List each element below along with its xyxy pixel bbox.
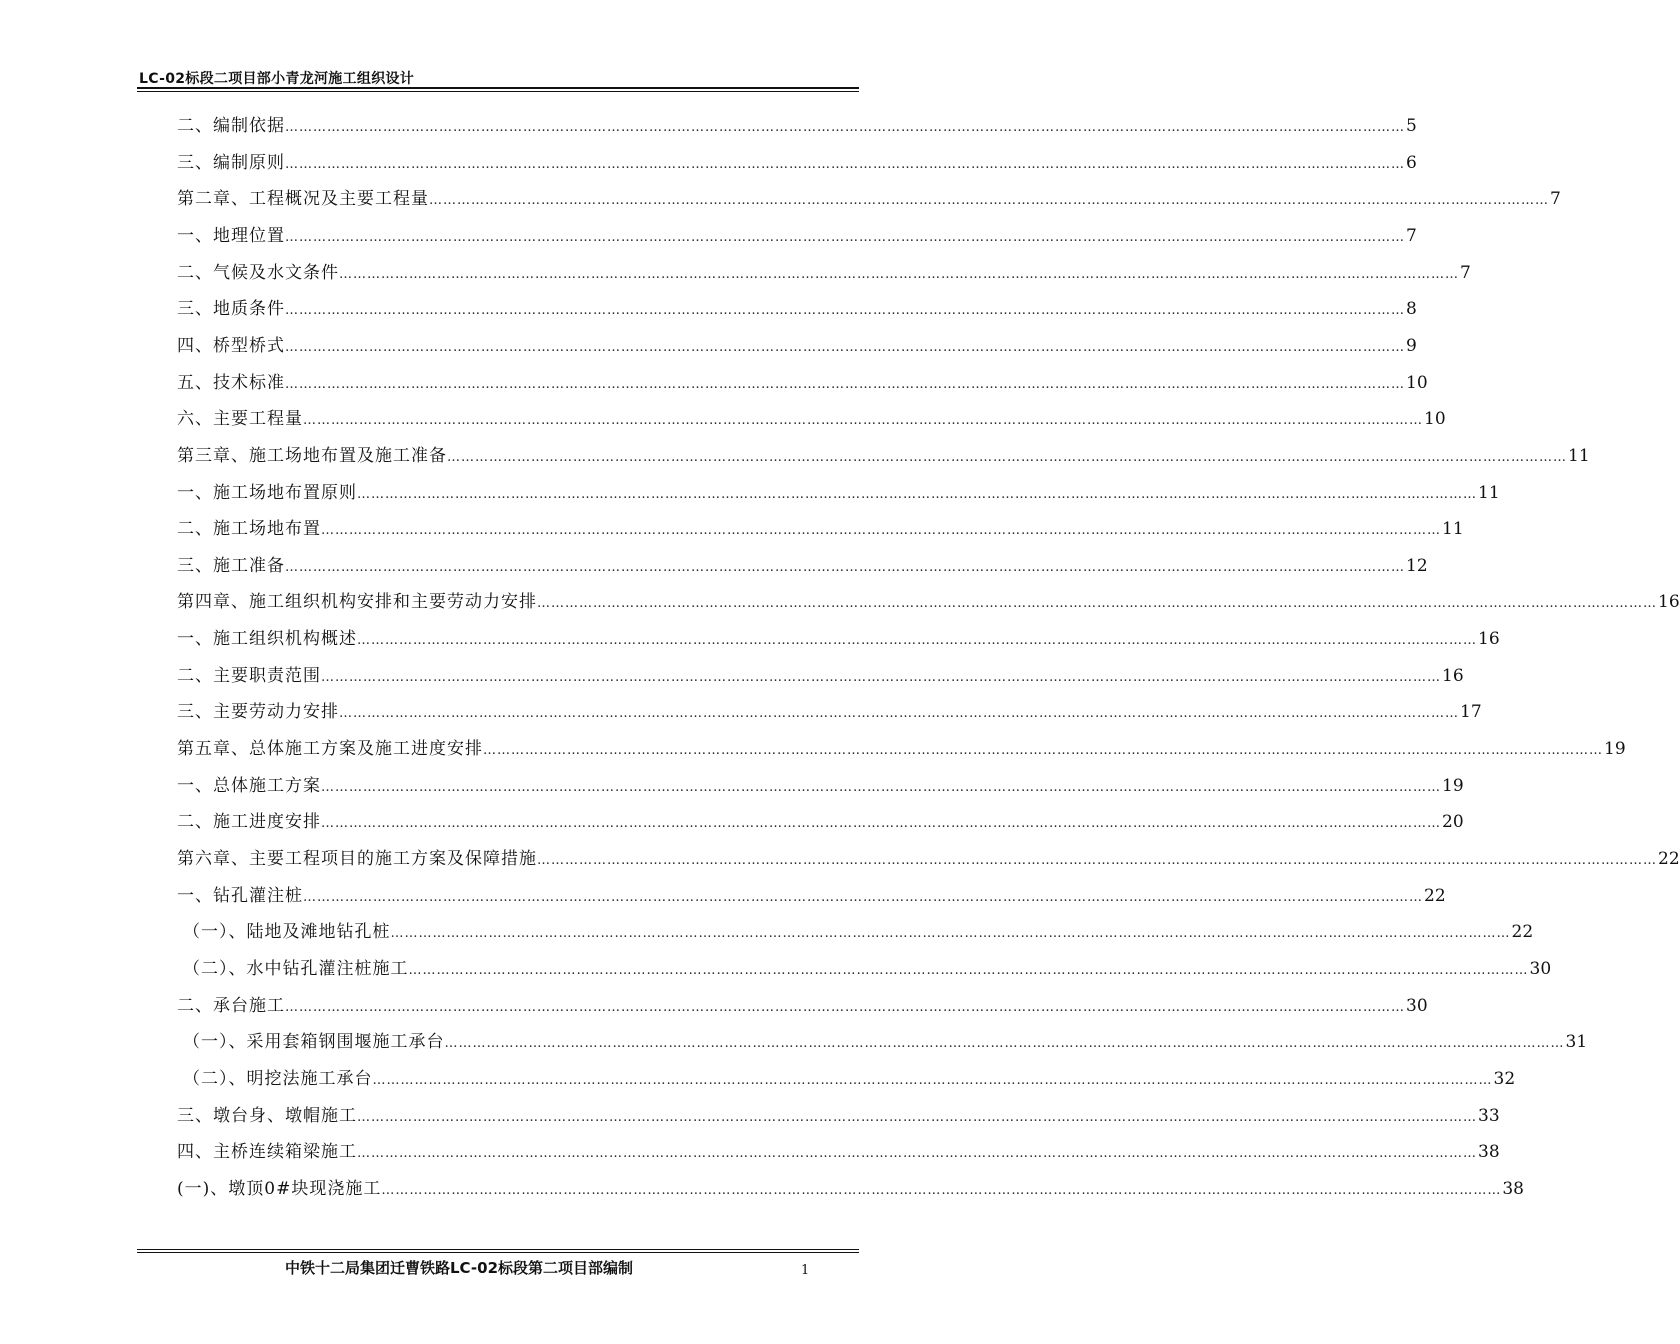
toc-entry-title: 第三章、施工场地布置及施工准备	[177, 445, 447, 466]
toc-entry	[177, 884, 1446, 908]
toc-entry	[183, 1067, 1516, 1091]
toc-entry	[177, 627, 1500, 651]
toc-entry-title: 三、施工准备	[177, 555, 285, 576]
toc-entry-title: 一、施工场地布置原则	[177, 482, 357, 503]
toc-entry	[177, 224, 1417, 248]
toc-entry	[177, 261, 1471, 285]
toc-leader-dots: ……………………………………………………………………………………………………………………………………………………………………………………………………………………	[303, 889, 1423, 905]
toc-leader-dots: ……………………………………………………………………………………………………………………………………………………………………………………………………………………	[372, 1072, 1493, 1088]
toc-entry	[183, 920, 1534, 944]
toc-entry	[177, 114, 1417, 138]
toc-leader-dots: ……………………………………………………………………………………………………………………………………………………………………………………………………………………	[537, 596, 1657, 612]
toc-entry-title: (一)、墩顶0#块现浇施工	[177, 1178, 382, 1199]
toc-entry-page: 33	[1478, 1105, 1500, 1126]
toc-entry-page: 22	[1511, 922, 1534, 943]
toc-entry-page: 6	[1406, 152, 1417, 173]
toc-entry	[177, 1104, 1500, 1128]
toc-leader-dots: ……………………………………………………………………………………………………………………………………………………………………………………………………………………	[285, 559, 1405, 575]
toc-entry	[177, 994, 1428, 1018]
toc-leader-dots: ……………………………………………………………………………………………………………………………………………………………………………………………………………………	[381, 1182, 1502, 1198]
toc-entry-title: 六、主要工程量	[177, 409, 303, 430]
toc-leader-dots: ……………………………………………………………………………………………………………………………………………………………………………………………………………………	[537, 853, 1657, 868]
toc-entry-page: 9	[1406, 335, 1417, 356]
toc-entry-title: 一、地理位置	[177, 225, 285, 246]
toc-entry-title: 三、主要劳动力安排	[177, 702, 339, 723]
toc-leader-dots: ……………………………………………………………………………………………………………………………………………………………………………………………………………………	[285, 156, 1405, 172]
toc-leader-dots: ……………………………………………………………………………………………………………………………………………………………………………………………………………………	[303, 413, 1423, 429]
toc-entry	[177, 187, 1561, 211]
toc-leader-dots: ……………………………………………………………………………………………………………………………………………………………………………………………………………………	[285, 303, 1405, 319]
toc-entry-title: （二）、水中钻孔灌注桩施工	[183, 958, 409, 979]
toc-entry-title: 一、总体施工方案	[177, 775, 321, 796]
toc-entry-title: 二、主要职责范围	[177, 665, 321, 686]
toc-leader-dots: ……………………………………………………………………………………………………………………………………………………………………………………………………………………	[357, 633, 1477, 649]
toc-entry-title: 一、施工组织机构概述	[177, 629, 357, 650]
toc-leader-dots: ……………………………………………………………………………………………………………………………………………………………………………………………………………………	[390, 926, 1511, 942]
toc-entry-title: 第四章、施工组织机构安排和主要劳动力安排	[177, 592, 537, 613]
footer-text: 中铁十二局集团迁曹铁路LC-02标段第二项目部编制	[285, 1259, 634, 1277]
footer-divider-bottom	[137, 1252, 859, 1253]
toc-entry-title: 二、施工进度安排	[177, 812, 321, 833]
toc-leader-dots: ……………………………………………………………………………………………………………………………………………………………………………………………………………………	[321, 669, 1441, 685]
toc-leader-dots: ……………………………………………………………………………………………………………………………………………………………………………………………………………………	[285, 376, 1405, 392]
toc-entry	[177, 554, 1428, 578]
toc-entry-title: 一、钻孔灌注桩	[177, 885, 303, 906]
toc-entry-title: 二、编制依据	[177, 116, 285, 136]
toc-entry	[177, 737, 1626, 761]
toc-entry-page: 12	[1406, 555, 1428, 576]
toc-entry-title: （一）、陆地及滩地钻孔桩	[183, 922, 391, 943]
toc-leader-dots: ……………………………………………………………………………………………………………………………………………………………………………………………………………………	[339, 706, 1459, 722]
toc-entry-page: 19	[1442, 775, 1464, 796]
toc-leader-dots: ……………………………………………………………………………………………………………………………………………………………………………………………………………………	[429, 193, 1549, 209]
toc-entry	[183, 957, 1552, 981]
toc-entry	[177, 774, 1464, 798]
toc-entry-page: 16	[1442, 665, 1464, 686]
document-header-title: LC-02标段二项目部小青龙河施工组织设计	[139, 71, 415, 87]
toc-entry-page: 11	[1568, 445, 1590, 466]
toc-entry-title: 四、主桥连续箱梁施工	[177, 1142, 357, 1163]
toc-entry-title: 四、桥型桥式	[177, 335, 285, 356]
toc-entry-title: 三、地质条件	[177, 299, 285, 320]
toc-entry	[177, 590, 1680, 614]
toc-entry-page: 10	[1406, 372, 1428, 393]
toc-leader-dots: ……………………………………………………………………………………………………………………………………………………………………………………………………………………	[444, 1036, 1565, 1052]
toc-entry	[177, 444, 1590, 468]
toc-entry-page: 10	[1424, 409, 1446, 430]
toc-entry-title: 第五章、总体施工方案及施工进度安排	[177, 739, 483, 760]
toc-entry-page: 16	[1478, 629, 1500, 650]
toc-entry-title: 五、技术标准	[177, 372, 285, 393]
toc-entry-page: 16	[1658, 592, 1680, 613]
page-number: 1	[801, 1263, 810, 1278]
toc-leader-dots: ……………………………………………………………………………………………………………………………………………………………………………………………………………………	[483, 743, 1603, 759]
toc-entry	[177, 1177, 1524, 1201]
toc-entry-page: 38	[1502, 1178, 1524, 1199]
toc-entry-page: 19	[1604, 739, 1626, 760]
toc-entry-title: 二、承台施工	[177, 995, 285, 1016]
toc-leader-dots: ……………………………………………………………………………………………………………………………………………………………………………………………………………………	[285, 339, 1405, 355]
footer-divider-top	[137, 1249, 859, 1250]
toc-entry	[177, 481, 1500, 505]
toc-entry-title: 三、编制原则	[177, 152, 285, 173]
toc-leader-dots: ……………………………………………………………………………………………………………………………………………………………………………………………………………………	[285, 120, 1405, 135]
toc-entry	[177, 371, 1428, 395]
toc-entry-page: 17	[1460, 702, 1482, 723]
toc-entry-page: 32	[1493, 1068, 1516, 1089]
toc-entry-page: 11	[1442, 519, 1464, 540]
toc-leader-dots: ……………………………………………………………………………………………………………………………………………………………………………………………………………………	[357, 1109, 1477, 1125]
toc-leader-dots: ……………………………………………………………………………………………………………………………………………………………………………………………………………………	[321, 523, 1441, 539]
toc-entry	[177, 664, 1464, 688]
toc-entry-page: 7	[1550, 189, 1561, 210]
toc-entry-title: （二）、明挖法施工承台	[183, 1068, 373, 1089]
toc-entry-title: 二、气候及水文条件	[177, 262, 339, 283]
toc-entry-page: 7	[1460, 262, 1471, 283]
header-divider-thin	[137, 91, 859, 92]
toc-entry	[183, 1030, 1588, 1054]
toc-leader-dots: ……………………………………………………………………………………………………………………………………………………………………………………………………………………	[357, 1146, 1477, 1162]
toc-leader-dots: ……………………………………………………………………………………………………………………………………………………………………………………………………………………	[321, 779, 1441, 795]
toc-entry-page: 8	[1406, 299, 1417, 320]
toc-entry-page: 30	[1529, 958, 1552, 979]
toc-leader-dots: ……………………………………………………………………………………………………………………………………………………………………………………………………………………	[408, 962, 1529, 978]
toc-entry	[177, 151, 1417, 175]
toc-entry	[177, 700, 1482, 724]
toc-entry	[177, 407, 1446, 431]
toc-leader-dots: ……………………………………………………………………………………………………………………………………………………………………………………………………………………	[339, 266, 1459, 282]
toc-entry-page: 7	[1406, 225, 1417, 246]
toc-entry-page: 20	[1442, 812, 1464, 833]
toc-entry-title: 第二章、工程概况及主要工程量	[177, 189, 429, 210]
toc-leader-dots: ……………………………………………………………………………………………………………………………………………………………………………………………………………………	[447, 449, 1567, 465]
toc-entry	[177, 1140, 1500, 1164]
toc-entry-page: 38	[1478, 1142, 1500, 1163]
toc-entry	[177, 297, 1417, 321]
toc-entry-page: 30	[1406, 995, 1428, 1016]
toc-leader-dots: ……………………………………………………………………………………………………………………………………………………………………………………………………………………	[357, 486, 1477, 502]
toc-entry-page: 11	[1478, 482, 1500, 503]
toc-entry-page: 5	[1406, 116, 1417, 136]
toc-leader-dots: ……………………………………………………………………………………………………………………………………………………………………………………………………………………	[285, 229, 1405, 245]
toc-entry	[177, 847, 1680, 871]
toc-leader-dots: ……………………………………………………………………………………………………………………………………………………………………………………………………………………	[321, 816, 1441, 832]
toc-leader-dots: ……………………………………………………………………………………………………………………………………………………………………………………………………………………	[285, 999, 1405, 1015]
toc-entry-page: 31	[1565, 1032, 1588, 1053]
toc-entry-title: 第六章、主要工程项目的施工方案及保障措施	[177, 849, 537, 869]
header-divider-thick	[137, 87, 859, 89]
toc-entry-title: 三、墩台身、墩帽施工	[177, 1105, 357, 1126]
toc-entry-page: 22	[1658, 849, 1680, 869]
toc-entry	[177, 334, 1417, 358]
toc-entry	[177, 810, 1464, 834]
toc-entry-page: 22	[1424, 885, 1446, 906]
toc-entry-title: 二、施工场地布置	[177, 519, 321, 540]
toc-entry-title: （一）、采用套箱钢围堰施工承台	[183, 1032, 445, 1053]
toc-entry	[177, 517, 1464, 541]
